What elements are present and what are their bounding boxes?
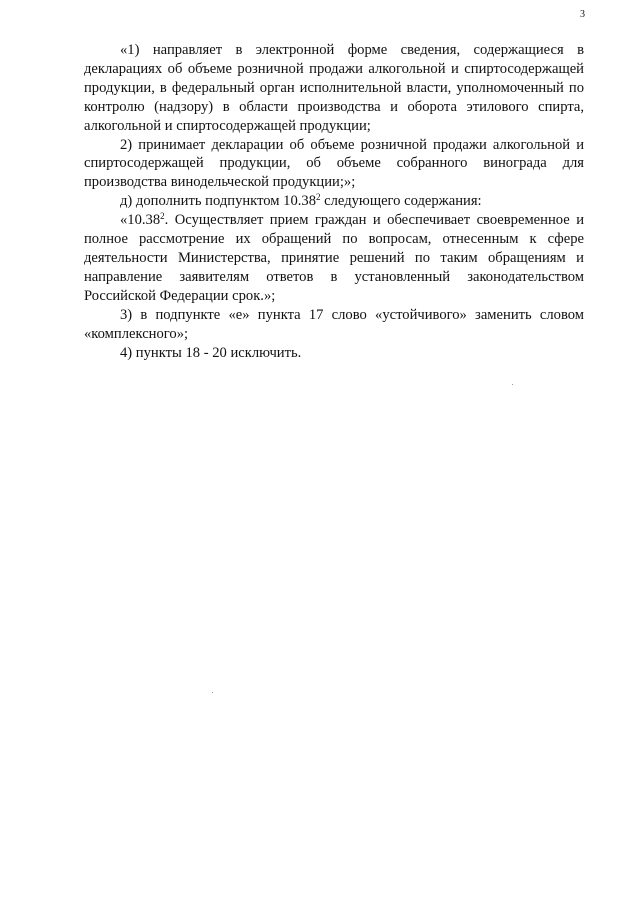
superscript: 2 <box>160 211 165 222</box>
superscript: 2 <box>316 192 321 203</box>
scan-speck <box>212 692 213 693</box>
paragraph-item-1: «1) направляет в электронной форме сведения, содержащиеся в декларациях об объеме розничной продажи алкогольной и спиртосодержащей продукции, в федеральный орган исполнительной власти, уполномоченный по контролю (надзору) в области производства и оборота этилового спирта, алкогольной и спиртосодержащей продукции; <box>84 42 584 134</box>
paragraph-item-4: 4) пункты 18 - 20 исключить. <box>120 344 302 361</box>
paragraph-text: следующего содержания: <box>320 193 482 210</box>
paragraph-subpoint-d <box>84 192 584 211</box>
paragraph-text: «10.38 <box>120 212 161 229</box>
paragraph-text: . Осуществляет прием граждан и обеспечивает своевременное и полное рассмотрение их обращений по вопросам, отнесенным к сфере деятельности Министерства, принятие решений по таким обращениям и направление заявителям ответов в установленный законодательством Российской Федерации срок.»; <box>84 212 584 304</box>
paragraph-item-3: 3) в подпункте «е» пункта 17 слово «устойчивого» заменить словом «комплексного»; <box>84 306 584 342</box>
scan-speck <box>512 384 513 385</box>
paragraph-item-2: 2) принимает декларации об объеме розничной продажи алкогольной и спиртосодержащей продукции, об объеме собранного винограда для производства винодельческой продукции;»; <box>84 136 584 191</box>
paragraph-subpoint-10-38-2 <box>84 211 584 306</box>
page-number: 3 <box>580 9 585 20</box>
paragraph-text: д) дополнить подпунктом 10.38 <box>120 193 317 210</box>
document-body <box>84 41 584 362</box>
